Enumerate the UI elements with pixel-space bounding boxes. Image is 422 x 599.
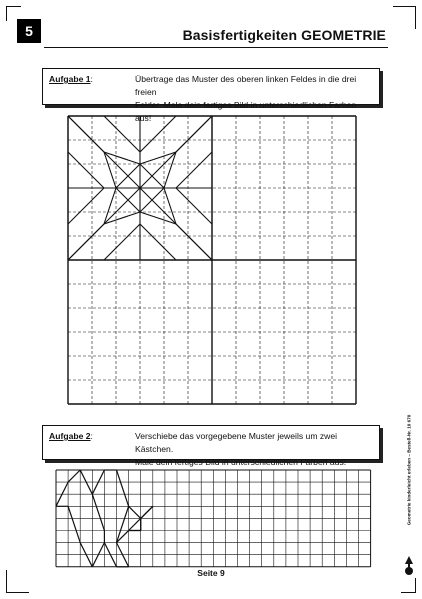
pattern-stroke	[140, 116, 176, 152]
pattern-stroke	[176, 188, 212, 224]
pattern-stroke	[129, 506, 141, 518]
pattern-stroke	[176, 116, 212, 152]
pattern-stroke	[117, 470, 129, 506]
pattern-stroke	[129, 518, 141, 530]
pattern-stroke	[141, 506, 153, 518]
pattern-stroke	[68, 116, 104, 152]
task-2-label: Aufgabe 2	[49, 431, 91, 441]
side-publisher-label: Geometrie kinderleicht erleben – Bestell-Nr. 10 670	[406, 414, 412, 526]
pattern-stroke	[68, 470, 80, 482]
pattern-stroke	[176, 224, 212, 260]
pattern-stroke	[68, 152, 104, 188]
task-2-box: Aufgabe 2: Verschiebe das vorgegebene Muster jeweils um zwei Kästchen. Male dein fertiges Bild in unterschiedlichen Farben aus!	[42, 425, 380, 460]
task-1-label: Aufgabe 1	[49, 74, 91, 84]
pattern-stroke	[92, 494, 104, 530]
task-1-template-pattern	[68, 116, 212, 260]
page-number-badge: 5	[17, 19, 41, 43]
pattern-stroke	[140, 224, 176, 260]
task-1-line-2: Felder. Male dein fertiges Bild in unterschiedlichen Farben aus!	[135, 100, 357, 123]
pattern-stroke	[68, 506, 80, 542]
task-2-line-1: Verschiebe das vorgegebene Muster jeweils um zwei Kästchen.	[135, 431, 338, 454]
pattern-stroke	[68, 188, 104, 224]
pattern-stroke	[176, 152, 212, 188]
task-2-grid[interactable]	[56, 470, 371, 567]
task-1-line-1: Übertrage das Muster des oberen linken Feldes in die drei freien	[135, 74, 357, 97]
pattern-stroke	[104, 116, 140, 152]
pattern-stroke	[68, 224, 104, 260]
pattern-stroke	[104, 224, 140, 260]
task-2-line-2: Male dein fertiges Bild in unterschiedlichen Farben aus!	[135, 457, 347, 467]
page-title: Basisfertigkeiten GEOMETRIE	[182, 27, 386, 43]
page-footer-number: Seite 9	[197, 568, 225, 578]
side-publisher-text	[402, 395, 416, 545]
task-1-box: Aufgabe 1: Übertrage das Muster des oberen linken Feldes in die drei freien Felder. Male dein fertiges Bild in unterschiedlichen Farben aus!	[42, 68, 380, 105]
